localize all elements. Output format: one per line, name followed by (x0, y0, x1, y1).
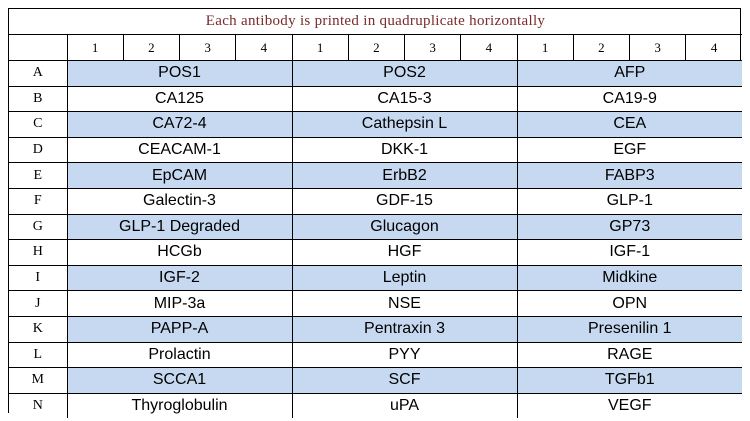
antibody-cell: Midkine (517, 265, 742, 291)
antibody-cell: GLP-1 Degraded (67, 214, 292, 240)
row-label: A (9, 61, 67, 87)
row-label: L (9, 342, 67, 368)
row-label: B (9, 86, 67, 112)
antibody-cell: Thyroglobulin (67, 393, 292, 418)
position-number-2-4: 4 (461, 35, 517, 61)
position-number-1-2: 2 (123, 35, 179, 61)
antibody-cell: Galectin-3 (67, 188, 292, 214)
table-row (9, 368, 742, 394)
row-label: C (9, 112, 67, 138)
table-row (9, 86, 742, 112)
position-number-3-3: 3 (630, 35, 686, 61)
antibody-cell: GDF-15 (292, 188, 517, 214)
antibody-cell: CEA (517, 112, 742, 138)
antibody-cell: NSE (292, 291, 517, 317)
row-label: J (9, 291, 67, 317)
antibody-cell: HCGb (67, 240, 292, 266)
corner-cell (9, 35, 67, 61)
table-row (9, 112, 742, 138)
row-label: F (9, 188, 67, 214)
title-row (9, 9, 742, 35)
position-number-2-2: 2 (348, 35, 404, 61)
position-number-3-2: 2 (573, 35, 629, 61)
position-number-2-3: 3 (405, 35, 461, 61)
antibody-array-table-container (8, 8, 741, 413)
table-row (9, 137, 742, 163)
antibody-cell: EpCAM (67, 163, 292, 189)
antibody-cell: OPN (517, 291, 742, 317)
antibody-cell: IGF-2 (67, 265, 292, 291)
position-number-3-4: 4 (686, 35, 742, 61)
antibody-cell: PAPP-A (67, 316, 292, 342)
row-label: I (9, 265, 67, 291)
table-row (9, 316, 742, 342)
table-row (9, 291, 742, 317)
row-label: E (9, 163, 67, 189)
table-row (9, 342, 742, 368)
antibody-cell: PYY (292, 342, 517, 368)
table-title: Each antibody is printed in quadruplicate horizontally (9, 9, 742, 35)
row-label: M (9, 368, 67, 394)
antibody-cell: HGF (292, 240, 517, 266)
antibody-cell: RAGE (517, 342, 742, 368)
antibody-cell: Presenilin 1 (517, 316, 742, 342)
table-row (9, 265, 742, 291)
antibody-cell: AFP (517, 61, 742, 87)
antibody-cell: ErbB2 (292, 163, 517, 189)
antibody-cell: CEACAM-1 (67, 137, 292, 163)
antibody-cell: Cathepsin L (292, 112, 517, 138)
antibody-cell: Leptin (292, 265, 517, 291)
row-label: H (9, 240, 67, 266)
antibody-cell: IGF-1 (517, 240, 742, 266)
row-label: N (9, 393, 67, 418)
antibody-cell: POS1 (67, 61, 292, 87)
antibody-cell: SCF (292, 368, 517, 394)
antibody-cell: CA15-3 (292, 86, 517, 112)
row-label: G (9, 214, 67, 240)
antibody-cell: Glucagon (292, 214, 517, 240)
position-number-3-1: 1 (517, 35, 573, 61)
table-row (9, 393, 742, 418)
row-label: D (9, 137, 67, 163)
position-number-2-1: 1 (292, 35, 348, 61)
antibody-cell: FABP3 (517, 163, 742, 189)
position-header-row (9, 35, 742, 61)
position-number-1-4: 4 (236, 35, 292, 61)
antibody-cell: CA125 (67, 86, 292, 112)
position-number-1-3: 3 (180, 35, 236, 61)
antibody-cell: MIP-3a (67, 291, 292, 317)
antibody-cell: DKK-1 (292, 137, 517, 163)
antibody-cell: TGFb1 (517, 368, 742, 394)
table-row (9, 188, 742, 214)
table-row (9, 240, 742, 266)
antibody-cell: VEGF (517, 393, 742, 418)
antibody-cell: Pentraxin 3 (292, 316, 517, 342)
antibody-cell: SCCA1 (67, 368, 292, 394)
antibody-cell: CA19-9 (517, 86, 742, 112)
table-row (9, 214, 742, 240)
antibody-cell: Prolactin (67, 342, 292, 368)
antibody-cell: GP73 (517, 214, 742, 240)
antibody-array-table (9, 9, 742, 418)
table-row (9, 163, 742, 189)
antibody-cell: EGF (517, 137, 742, 163)
antibody-cell: POS2 (292, 61, 517, 87)
row-label: K (9, 316, 67, 342)
antibody-cell: uPA (292, 393, 517, 418)
table-row (9, 61, 742, 87)
antibody-cell: GLP-1 (517, 188, 742, 214)
position-number-1-1: 1 (67, 35, 123, 61)
antibody-cell: CA72-4 (67, 112, 292, 138)
